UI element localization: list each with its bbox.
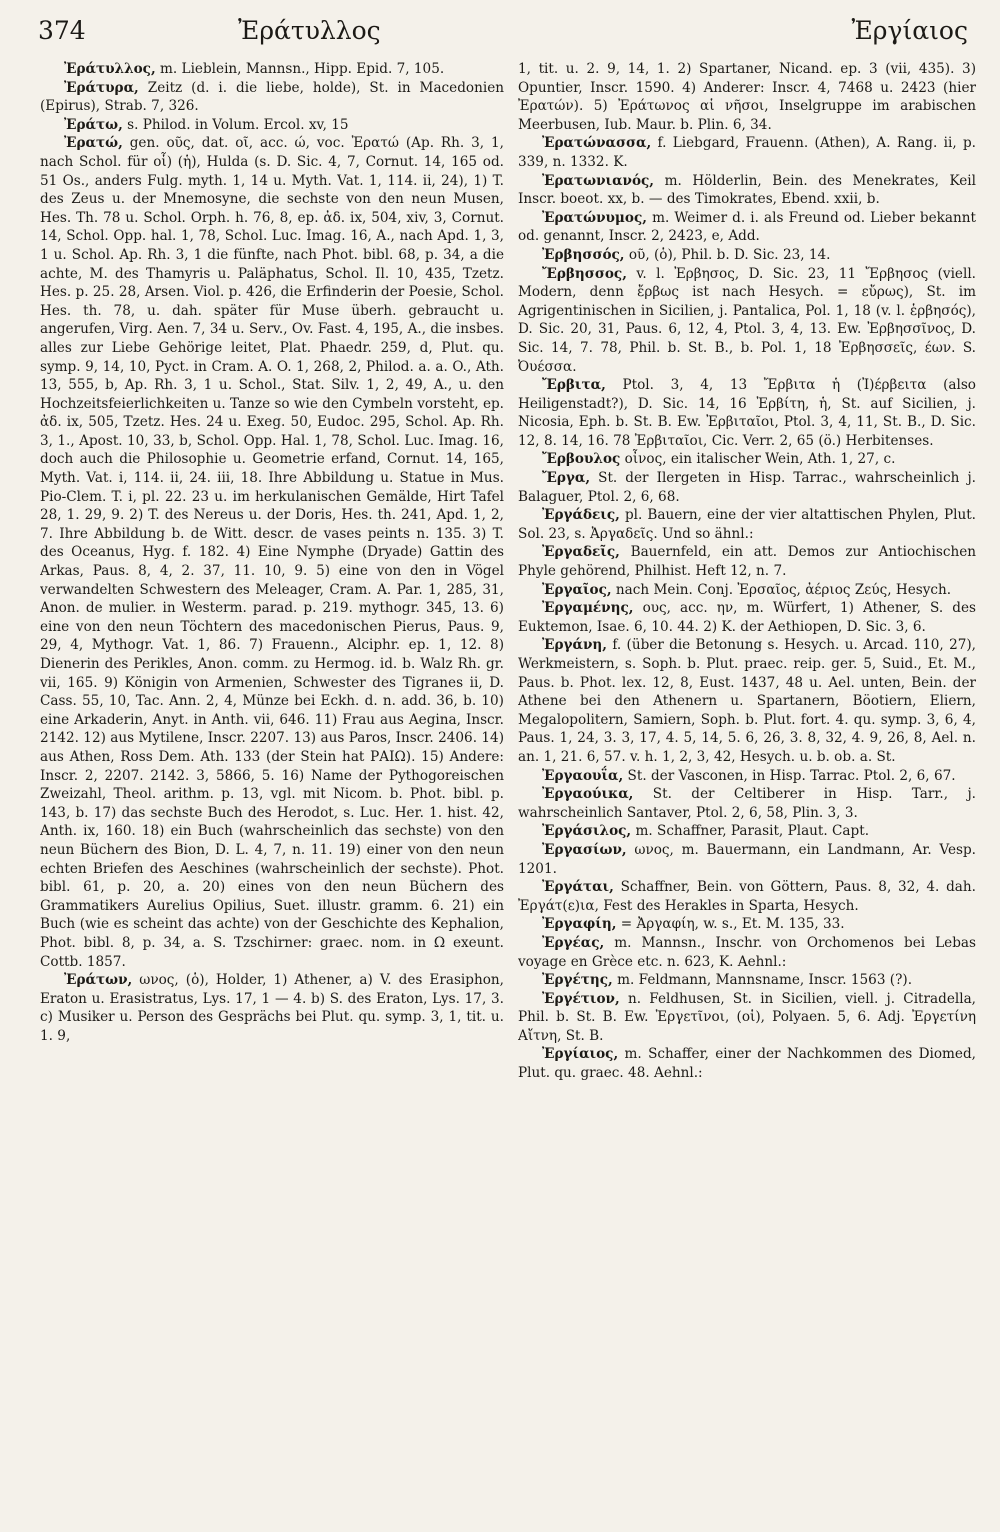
dictionary-entry: [518, 172, 976, 209]
entry-lemma: Ἐργασίων,: [542, 841, 627, 858]
entry-lemma: Ἐρατωνιανός,: [542, 172, 655, 189]
dictionary-entry: [518, 246, 976, 265]
entry-lemma: Ἐρβησσός,: [542, 246, 625, 263]
entry-text: m. Feldmann, Mannsname, Inscr. 1563 (?).: [612, 972, 913, 989]
dictionary-entry: [518, 767, 976, 786]
entry-lemma: Ἐργίαιος,: [542, 1046, 619, 1063]
entry-text: nach Mein. Conj. Ἐρσαῖος, ἀέριος Ζεύς, Hesych.: [611, 581, 952, 598]
entry-text: ωνος, (ὁ), Holder, 1) Athener, a) V. des Erasiphon, Eraton u. Erasistratus, Lys. 17, 1 — 4. b) S. des Eraton, Lys. 17, 3. c) Musiker u. Person des Gesprächs bei Plut. qu. symp. 3, 1, tit. u. 1. 9,: [40, 972, 504, 1044]
entry-lemma: Ἐργέτιον,: [542, 990, 620, 1007]
entry-text: ους, acc. ην, m. Würfert, 1) Athener, S. des Euktemon, Isae. 6, 10. 44. 2) K. der Aethiopen, D. Sic. 3, 6.: [518, 600, 976, 635]
dictionary-entry: [518, 990, 976, 1046]
page-number: 374: [38, 16, 86, 45]
left-running-head: Ἐράτυλλος: [238, 16, 381, 45]
entry-lemma: Ἐρατώνυμος,: [542, 209, 647, 226]
dictionary-entry: [518, 60, 976, 134]
entry-lemma: Ἔρβησσος,: [542, 265, 627, 282]
right-running-head: Ἐργίαιος: [851, 16, 968, 45]
dictionary-entry: [518, 506, 976, 543]
entry-text: gen. οῦς, dat. οῖ, acc. ώ, voc. Ἐρατώ (Ap. Rh. 3, 1, nach Schol. für οἷ) (ἡ), Hulda (s. D. Sic. 4, 7, Cornut. 14, 165 od. 51 Os., anders Fulg. myth. 1, 14 u. Myth. Vat. 1, 114. ii, 24), 1) T. des Zeus u. der Mnemosyne, die sechste von den neun Musen, Hes. Th. 78 u. Schol. Orph. h. 76, 8, ep. ἀδ. ix, 504, xiv, 3, Cornut. 14, Schol. Opp. hal. 1, 78, Schol. Luc. Imag. 16, A., nach Apd. 1, 3, 1 u. Schol. Ap. Rh. 3, 1 die fünfte, nach Phot. bibl. 68, p. 34, a die achte, M. des Thamyris u. Paläphatus, Schol. Il. 10, 435, Tzetz. Hes. p. 25. 28, Arsen. Viol. p. 426, die Erfinderin der Poesie, Schol. Hes. th. 78, u. dah. später für Muse überh. gebraucht u. angerufen, Virg. Aen. 7, 34 u. Serv., Ov. Fast. 4, 195, A., die insbes. alles zur Liebe Gehörige leitet, Plat. Phaedr. 259, d, Plut. qu. symp. 9, 14, 10, Pyct. in Cram. A. O. 1, 268, 2, Philod. a. a. O., Ath. 13, 555, b, Ap. Rh. 3, 1 u. Schol., Stat. Silv. 1, 2, 49, A., u. den Hochzeitsfeierlichkeiten u. Tanze so wie den Cymbeln vorsteht, ep. ἀδ. ix, 505, Tzetz. Hes. 24 u. Exeg. 50, Eudoc. 295, Schol. Ap. Rh. 3, 1., Apost. 10, 33, b, Schol. Opp. Hal. 1, 78, Schol. Luc. Imag. 16, doch auch die Philosophie u. Geometrie erfand, Cornut. 14, 165, Myth. Vat. i, 114. ii, 24. iii, 18. Ihre Abbildung u. Statue in Mus. Pio-Clem. T. i, pl. 22. 23 u. im herkulanischen Gemälde, Hirt Tafel 28, 1. 29, 9. 2) T. des Nereus u. der Doris, Hes. th. 241, Apd. 1, 2, 7. Ihre Abbildung b. de Witt. descr. de vases peints n. 135. 3) T. des Oceanus, Hyg. f. 182. 4) Eine Nymphe (Dryade) Gattin des Arkas, Paus. 8, 4, 2. 37, 11. 10, 9. 5) eine von den in Vögel verwandelten Schwestern des Meleager, Cram. A. Par. 1, 285, 31, Anon. de mulier. in Westerm. parad. p. 219. mythogr. 345, 13. 6) eine von den neun Töchtern des macedonischen Pierus, Paus. 9, 29, 4, Mythogr. Vat. 1, 86. 7) Frauenn., Alciphr. ep. 1, 12. 8) Dienerin des Perikles, Anon. comm. zu Hermog. id. b. Walz Rh. gr. vii, 165. 9) Königin von Armenien, Schwester des Tigranes ii, D. Cass. 55, 10, Tac. Ann. 2, 4, Münze bei Eckh. d. n. add. 36, b. 10) eine Arkaderin, Anyt. in Anth. vii, 646. 11) Frau aus Aegina, Inscr. 2142. 12) aus Mytilene, Inscr. 2207. 13) aus Paros, Inscr. 2406. 14) aus Athen, Ross Dem. Ath. 133 (der Stein hat ΡΑΙΩ). 15) Andere: Inscr. 2, 2207. 2142. 3, 5866, 5. 16) Name der Pythogoreischen Zweizahl, Theol. arithm. p. 13, vgl. mit Nicom. b. Phot. bibl. p. 143, b. 17) das sechste Buch des Herodot, s. Luc. Her. 1. hist. 42, Anth. ix, 160. 18) ein Buch (wahrscheinlich das sechste) von den neun Büchern des Bion, D. L. 4, 7, n. 11. 19) einer von den neun echten Briefen des Aeschines (wahrscheinlich der sechste). Phot. bibl. 61, p. 20, a. 20) eines von den neun Büchern des Grammatikers Aurelius Opilius, Suet. illustr. gramm. 6. 21) ein Buch (wie es scheint das achte) von der Geschichte des Kephalion, Phot. bibl. 8, p. 34, a. S. Tzschirner: graec. nom. in Ω exeunt. Cottb. 1857.: [40, 135, 504, 970]
entry-text: v. l. Ἐρβησος, D. Sic. 23, 11 Ἔρβησος (viell. Modern, denn ἔρβως ist nach Hesych. = εὔρως), St. im Agrigentinischen in Sicilien, j. Pantalica, Pol. 1, 18 (v. l. ἑρβησός), D. Sic. 20, 31, Paus. 6, 12, 4, Ptol. 3, 4, 13. Ew. Ἐρβησσῖνος, D. Sic. 14, 7. 78, Phil. b. St. B., b. Pol. 1, 18 Ἐρβησσεῖς, έων. S. Ὀυέσσα.: [518, 265, 976, 375]
entry-text: f. Liebgard, Frauenn. (Athen), A. Rang. ii, p. 339, n. 1332. K.: [518, 135, 976, 170]
entry-lemma: Ἔρβιτα,: [542, 377, 606, 394]
entry-lemma: Ἐράτυλλος,: [64, 61, 156, 77]
entry-text: m. Schaffner, Parasit, Plaut. Capt.: [631, 823, 870, 840]
entry-lemma: Ἐράτων,: [64, 972, 133, 989]
entry-text: Schaffner, Bein. von Göttern, Paus. 8, 32, 4. dah. Ἐργάτ(ε)ια, Fest des Herakles in Sparta, Hesych.: [518, 879, 976, 914]
dictionary-entry: [518, 636, 976, 766]
page-header: [38, 12, 968, 52]
dictionary-entry: [518, 134, 976, 171]
entry-lemma: Ἐργαουΐα,: [542, 767, 624, 784]
entry-text: n. Feldhusen, St. in Sicilien, viell. j. Citradella, Phil. b. St. B. Ew. Ἐργετῖνοι, (οἱ), Polyaen. 5, 6. Adj. Ἐργετίνη Αἴτνη, St. B.: [518, 990, 976, 1044]
entry-lemma: Ἐργάσιλος,: [542, 823, 632, 840]
dictionary-entry: [40, 116, 504, 135]
dictionary-entry: [518, 265, 976, 377]
entry-text: = Ἀργαφίη, w. s., Et. M. 135, 33.: [616, 916, 845, 933]
entry-lemma: Ἐργέας,: [542, 934, 605, 951]
left-column: [40, 60, 504, 1522]
dictionary-entry: [518, 376, 976, 450]
entry-lemma: Ἐρατώνασσα,: [542, 135, 652, 152]
entry-text: St. der Vasconen, in Hisp. Tarrac. Ptol. 2, 6, 67.: [623, 767, 956, 784]
entry-text: m. Weimer d. i. als Freund od. Lieber bekannt od. genannt, Inscr. 2, 2423, e, Add.: [518, 209, 976, 245]
dictionary-entry: [518, 581, 976, 600]
dictionary-entry: [518, 915, 976, 934]
entry-text: s. Philod. in Volum. Ercol. xv, 15: [122, 116, 349, 133]
entry-lemma: Ἐράτυρα,: [64, 79, 139, 96]
entry-lemma: Ἐργαῖος,: [542, 581, 612, 598]
entry-lemma: Ἐργαμένης,: [542, 600, 634, 617]
entry-text: 1, tit. u. 2. 9, 14, 1. 2) Spartaner, Nicand. ep. 3 (vii, 435). 3) Opuntier, Inscr. 1590. 4) Anderer: Inscr. 4, 7468 u. 2423 (hier Ἐρατών). 5) Ἐράτωνος αἱ νῆσοι, Inselgruppe im arabischen Meerbusen, Iub. Maur. b. Plin. 6, 34.: [518, 61, 976, 133]
dictionary-entry: [518, 469, 976, 506]
entry-lemma: Ἐράτω,: [64, 116, 123, 133]
entry-text: Ptol. 3, 4, 13 Ἔρβιτα ἡ (Ἰ)έρβειτα (also Heiligenstadt?), D. Sic. 14, 16 Ἐρβίτη, ἡ, St. auf Sicilien, j. Nicosia, Eph. b. St. B. Ew. Ἐρβιταῖοι, Ptol. 3, 4, 11, St. B., D. Sic. 12, 8. 14, 16. 78 Ἐρβιταῖοι, Cic. Verr. 2, 65 (ö.) Herbitenses.: [518, 377, 976, 449]
entry-lemma: Ἐργαούικα,: [542, 786, 634, 803]
dictionary-entry: [518, 543, 976, 580]
entry-lemma: Ἔρβουλος: [542, 451, 621, 468]
entry-lemma: Ἐργαδεῖς,: [542, 544, 620, 561]
dictionary-entry: [40, 60, 504, 79]
entry-text: m. Mannsn., Inschr. von Orchomenos bei Lebas voyage en Grèce etc. n. 623, K. Aehnl.:: [518, 934, 976, 970]
dictionary-entry: [518, 1045, 976, 1082]
dictionary-entry: [518, 822, 976, 841]
entry-lemma: Ἔργα,: [542, 470, 591, 487]
entry-text: οῦ, (ὁ), Phil. b. D. Sic. 23, 14.: [624, 246, 831, 263]
dictionary-entry: [40, 79, 504, 116]
dictionary-entry: [518, 785, 976, 822]
entry-lemma: Ἐργέτης,: [542, 972, 613, 989]
entry-lemma: Ἐργαφίη,: [542, 916, 617, 933]
entry-text: pl. Bauern, eine der vier altattischen Phylen, Plut. Sol. 23, s. Ἀργαδεῖς. Und so ähnl.:: [518, 507, 976, 542]
dictionary-entry: [518, 934, 976, 971]
entry-text: οἶνος, ein italischer Wein, Ath. 1, 27, c.: [620, 451, 896, 468]
entry-text: ωνος, m. Bauermann, ein Landmann, Ar. Vesp. 1201.: [518, 841, 976, 877]
entry-text: St. der Ilergeten in Hisp. Tarrac., wahrscheinlich j. Balaguer, Ptol. 2, 6, 68.: [518, 470, 976, 505]
entry-lemma: Ἐργάται,: [542, 879, 614, 896]
entry-text: m. Schaffer, einer der Nachkommen des Diomed, Plut. qu. graec. 48. Aehnl.:: [518, 1046, 976, 1082]
dictionary-entry: [40, 971, 504, 1045]
entry-lemma: Ἐρατώ,: [64, 135, 123, 152]
entry-text: m. Lieblein, Mannsn., Hipp. Epid. 7, 105.: [155, 61, 445, 77]
entry-text: Bauernfeld, ein att. Demos zur Antiochischen Phyle gehörend, Philhist. Heft 12, n. 7.: [518, 544, 976, 580]
dictionary-entry: [518, 841, 976, 878]
entry-text: St. der Celtiberer in Hisp. Tarr., j. wahrscheinlich Santaver, Ptol. 2, 6, 58, Plin. 3, 3.: [518, 786, 976, 821]
dictionary-entry: [518, 971, 976, 990]
entry-text: f. (über die Betonung s. Hesych. u. Arcad. 110, 27), Werkmeistern, s. Soph. b. Plut. praec. reip. ger. 5, Suid., Et. M., Paus. b. Phot. lex. 12, 8, Eust. 1437, 48 u. Ael. unten, Bein. der Athene bei den Athenern u. Spartanern, Böotiern, Eliern, Megalopolitern, Samiern, Soph. b. Plut. fort. 4. qu. symp. 3, 6, 4, Paus. 1, 24, 3. 3, 17, 4. 5, 14, 5. 6, 26, 3. 8, 32, 4. 9, 26, 8, Ael. n. an. 1, 21. 6, 57. v. h. 1, 2, 3, 42, Hesych. u. b. ob. a. St.: [518, 637, 976, 765]
entry-lemma: Ἐργάνη,: [542, 637, 607, 654]
dictionary-entry: [518, 209, 976, 246]
dictionary-entry: [518, 599, 976, 636]
entry-text: Zeitz (d. i. die liebe, holde), St. in Macedonien (Epirus), Strab. 7, 326.: [40, 79, 504, 115]
entry-text: m. Hölderlin, Bein. des Menekrates, Keil Inscr. boeot. xx, b. — des Timokrates, Ebend. xxii, b.: [518, 172, 976, 208]
dictionary-entry: [40, 134, 504, 971]
dictionary-entry: [518, 450, 976, 469]
dictionary-entry: [518, 878, 976, 915]
entry-lemma: Ἐργάδεις,: [542, 507, 620, 524]
right-column: [518, 60, 976, 1522]
